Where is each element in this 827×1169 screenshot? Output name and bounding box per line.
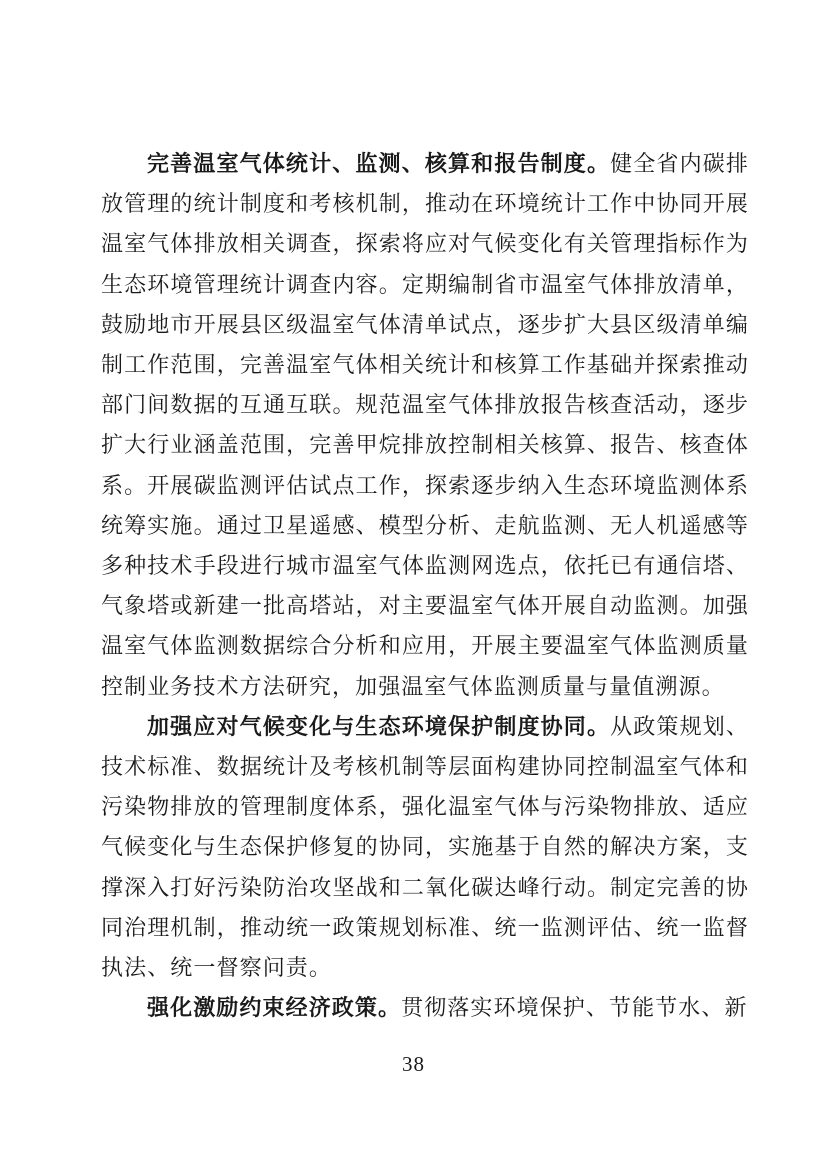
- page-number: 38: [402, 1052, 425, 1076]
- paragraph-2-text: 从政策规划、技术标准、数据统计及考核机制等层面构建协同控制温室气体和污染物排放的管理制度体系，强化温室气体与污染物排放、适应气候变化与生态保护修复的协同，实施基于自然的解决方案，支撑深入打好污染防治攻坚战和二氧化碳达峰行动。制定完善的协同治理机制，推动统一政策规划标准、统一监测评估、统一监督执法、统一督察问责。: [101, 713, 749, 981]
- document-body: [101, 144, 749, 1028]
- paragraph-3-text: 贯彻落实环境保护、节能节水、新: [401, 995, 748, 1021]
- paragraph-1-text: 健全省内碳排放管理的统计制度和考核机制，推动在环境统计工作中协同开展温室气体排放相关调查，探索将应对气候变化有关管理指标作为生态环境管理统计调查内容。定期编制省市温室气体排放清单，鼓励地市开展县区级温室气体清单试点，逐步扩大县区级清单编制工作范围，完善温室气体相关统计和核算工作基础并探索推动部门间数据的互通互联。规范温室气体排放报告核查活动，逐步扩大行业涵盖范围，完善甲烷排放控制相关核算、报告、核查体系。开展碳监测评估试点工作，探索逐步纳入生态环境监测体系统筹实施。通过卫星遥感、模型分析、走航监测、无人机遥感等多种技术手段进行城市温室气体监测网选点，依托已有通信塔、气象塔或新建一批高塔站，对主要温室气体开展自动监测。加强温室气体监测数据综合分析和应用，开展主要温室气体监测质量控制业务技术方法研究，加强温室气体监测质量与量值溯源。: [101, 151, 749, 699]
- paragraph-1-lead: 完善温室气体统计、监测、核算和报告制度。: [147, 151, 611, 176]
- paragraph-1: [101, 144, 749, 707]
- paragraph-2-lead: 加强应对气候变化与生态环境保护制度协同。: [147, 713, 611, 739]
- paragraph-3-lead: 强化激励约束经济政策。: [147, 995, 402, 1021]
- paragraph-2: [101, 707, 749, 988]
- paragraph-3: [101, 988, 749, 1028]
